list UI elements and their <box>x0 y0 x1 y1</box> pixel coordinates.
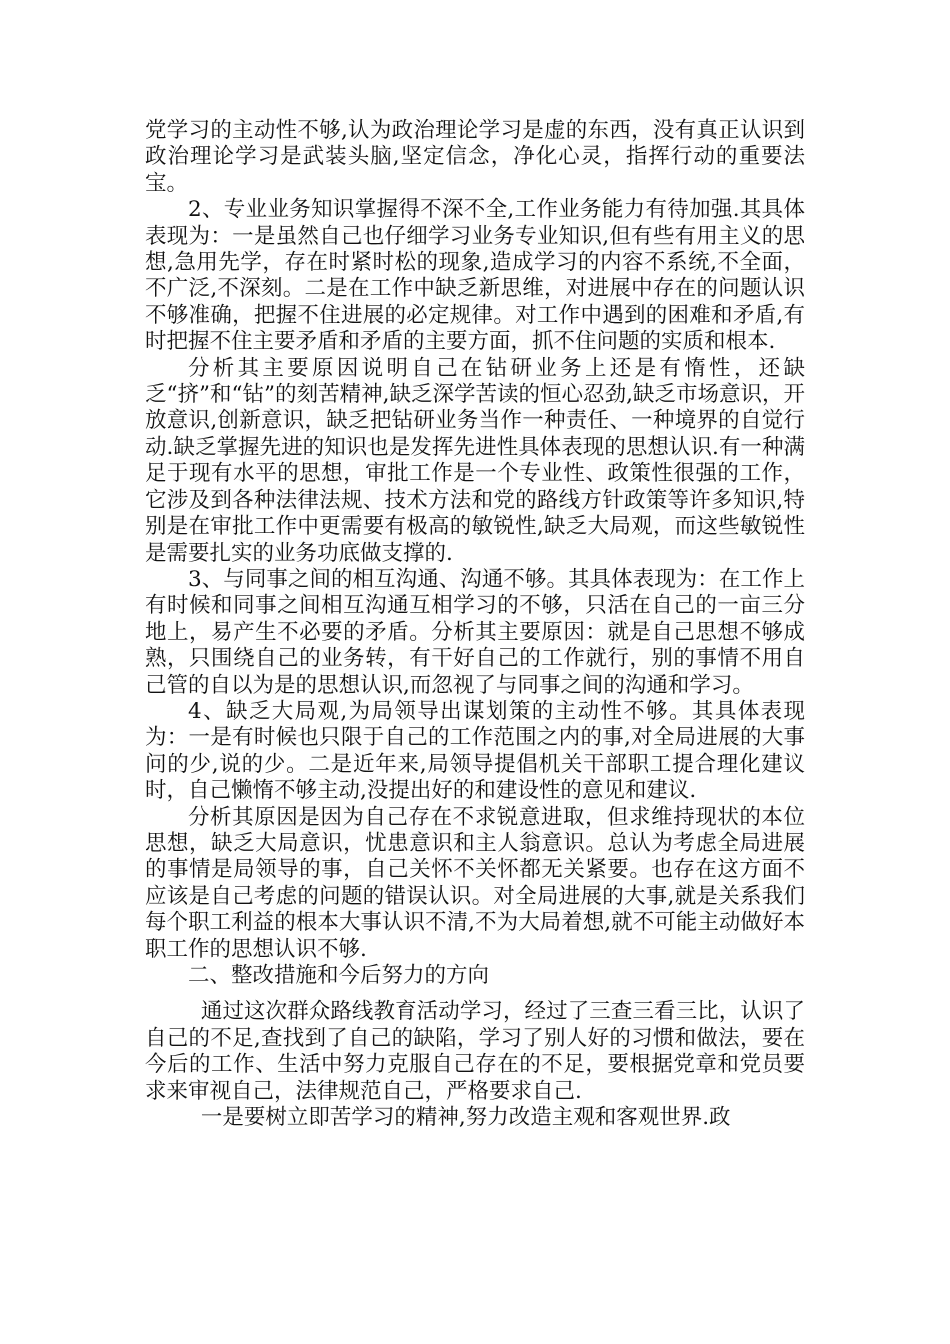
section-heading-rectification: 二、整改措施和今后努力的方向 <box>188 963 490 988</box>
paragraph-political-study: 党学习的主动性不够,认为政治理论学习是虚的东西，没有真正认识到政治理论学习是武装头脑,坚定信念，净化心灵，指挥行动的重要法宝。 <box>145 118 805 196</box>
paragraph-analysis-standpoint: 分析其原因是因为自己存在不求锐意进取，但求维持现状的本位思想，缺乏大局意识，忧患意识和主人翁意识。总认为考虑全局进展的事情是局领导的事，自己关怀不关怀都无关紧要。也存在这方面不应该是自己考虑的问题的错误认识。对全局进展的大事,就是关系我们每个职工利益的根本大事认识不清,不为大局着想,就不可能主动做好本职工作的思想认识不够. <box>145 804 805 962</box>
paragraph-analysis-diligence: 分析其主要原因说明自己在钻研业务上还是有惰性，还缺乏“挤”和“钻”的刻苦精神,缺乏深学苦读的恒心忍劲,缺乏市场意识，开放意识,创新意识，缺乏把钻研业务当作一种责任、一种境界的自觉行动.缺乏掌握先进的知识也是发挥先进性具体表现的思想认识.有一种满足于现有水平的思想，审批工作是一个专业性、政策性很强的工作，它涉及到各种法律法规、技术方法和党的路线方针政策等许多知识,特别是在审批工作中更需要有极高的敏锐性,缺乏大局观，而这些敏锐性是需要扎实的业务功底做支撑的. <box>145 355 805 566</box>
paragraph-activity-summary: 通过这次群众路线教育活动学习，经过了三查三看三比，认识了自己的不足,查找到了自己的缺陷，学习了别人好的习惯和做法，要在今后的工作、生活中努力克服自己存在的不足，要根据党章和党员要求来审视自己，法律规范自己，严格要求自己. <box>145 999 805 1104</box>
paragraph-professional-knowledge: 2、专业业务知识掌握得不深不全,工作业务能力有待加强.其具体表现为：一是虽然自己也仔细学习业务专业知识,但有些有用主义的思想,急用先学，存在时紧时松的现象,造成学习的内容不系统,不全面，不广泛,不深刻。二是在工作中缺乏新思维，对进展中存在的问题认识不够准确，把握不住进展的必定规律。对工作中遇到的困难和矛盾,有时把握不住主要矛盾和矛盾的主要方面，抓不住问题的实质和根本. <box>145 197 805 355</box>
paragraph-colleague-communication: 3、与同事之间的相互沟通、沟通不够。其具体表现为：在工作上有时候和同事之间相互沟通互相学习的不够，只活在自己的一亩三分地上，易产生不必要的矛盾。分析其主要原因：就是自己思想不够成熟，只围绕自己的业务转，有干好自己的工作就行，别的事情不用自己管的自以为是的思想认识,而忽视了与同事之间的沟通和学习。 <box>145 566 805 698</box>
paragraph-overall-view: 4、缺乏大局观,为局领导出谋划策的主动性不够。其具体表现为：一是有时候也只限于自己的工作范围之内的事,对全局进展的大事问的少,说的少。二是近年来,局领导提倡机关干部职工提合理化建议时，自己懒惰不够主动,没提出好的和建设性的意见和建议. <box>145 698 805 804</box>
paragraph-measure-one: 一是要树立即苦学习的精神,努力改造主观和客观世界.政 <box>200 1105 731 1131</box>
document-page <box>145 118 805 1131</box>
